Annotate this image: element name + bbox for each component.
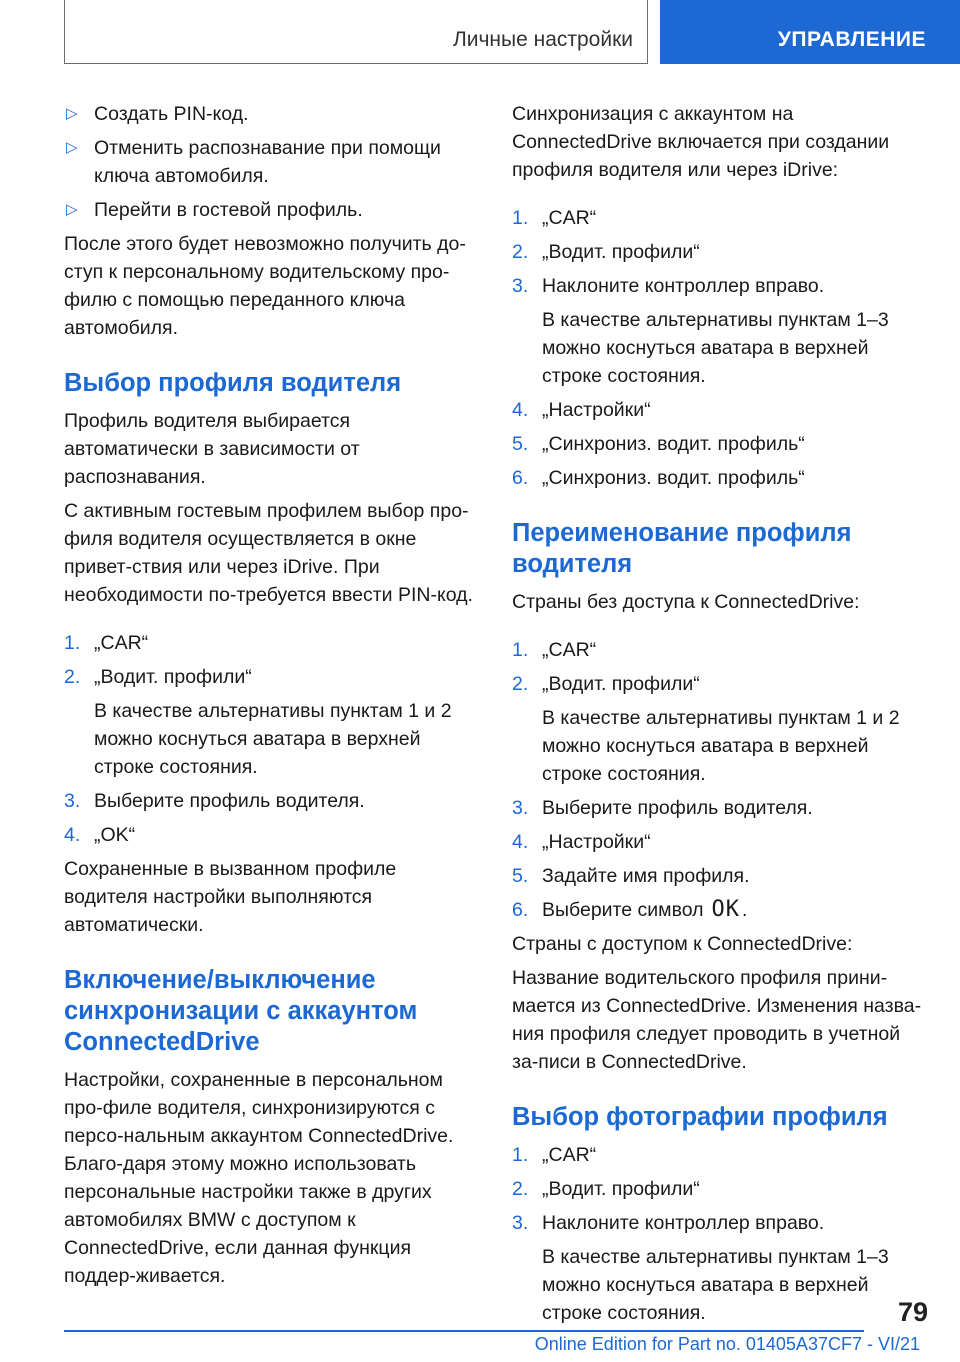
numbered-step (512, 464, 930, 492)
step-text: Наклоните контроллер вправо. (542, 275, 825, 297)
paragraph: Страны без доступа к ConnectedDrive: (512, 591, 860, 613)
numbered-step (512, 272, 930, 300)
step-number: 3. (64, 790, 81, 812)
step-text: Выберите символ (542, 899, 704, 921)
numbered-step (512, 238, 930, 266)
heading-sync-connecteddrive: Включение/выключение синхронизации с аккаунтом ConnectedDrive (64, 966, 418, 1056)
step-text: „CAR“ (94, 632, 149, 654)
bullet-item (64, 100, 482, 128)
numbered-step (64, 787, 482, 815)
step-number: 6. (512, 899, 529, 921)
heading-profile-photo: Выбор фотографии профиля (512, 1103, 888, 1131)
step-number: 4. (512, 831, 529, 853)
numbered-step (512, 896, 930, 924)
paragraph: С активным гостевым профилем выбор про-филя водителя осуществляется в окне привет-ствия или через iDrive. При необходимости по-требуется ввести PIN-код. (64, 500, 473, 606)
step-number: 3. (512, 275, 529, 297)
step-text: „Водит. профили“ (542, 1178, 700, 1200)
left-column (64, 100, 482, 1296)
right-column (512, 100, 930, 1333)
bullet-item (64, 134, 482, 190)
numbered-step (512, 670, 930, 698)
footer-divider (64, 1330, 864, 1332)
step-text-tail: . (742, 899, 748, 921)
paragraph: Профиль водителя выбирается автоматически в зависимости от распознавания. (64, 410, 360, 488)
bullet-text: Перейти в гостевой профиль. (94, 199, 363, 221)
bullet-text: Создать PIN-код. (94, 103, 249, 125)
step-text: „Синхрониз. водит. профиль“ (542, 433, 805, 455)
numbered-step (64, 821, 482, 849)
step-text: „Водит. профили“ (542, 673, 700, 695)
step-text: Выберите профиль водителя. (542, 797, 813, 819)
step-number: 2. (64, 666, 81, 688)
step-note: В качестве альтернативы пунктам 1–3 можно коснуться аватара в верхней строке состояния. (542, 1246, 889, 1324)
step-number: 1. (64, 632, 81, 654)
step-text: „Водит. профили“ (94, 666, 252, 688)
step-number: 5. (512, 865, 529, 887)
step-number: 2. (512, 241, 529, 263)
step-text: „Настройки“ (542, 399, 651, 421)
triangle-bullet-icon: ▷ (66, 139, 78, 156)
numbered-step (512, 794, 930, 822)
step-number: 3. (512, 1212, 529, 1234)
heading-driver-profile-selection: Выбор профиля водителя (64, 369, 402, 397)
step-note: В качестве альтернативы пунктам 1 и 2 можно коснуться аватара в верхней строке состояния. (542, 707, 900, 785)
step-number: 4. (64, 824, 81, 846)
step-text: „Настройки“ (542, 831, 651, 853)
page-number: 79 (897, 1297, 928, 1327)
step-number: 4. (512, 399, 529, 421)
numbered-step (64, 629, 482, 657)
step-number: 6. (512, 467, 529, 489)
step-text: Наклоните контроллер вправо. (542, 1212, 825, 1234)
step-note: В качестве альтернативы пунктам 1 и 2 можно коснуться аватара в верхней строке состояния. (94, 700, 452, 778)
triangle-bullet-icon: ▷ (66, 105, 78, 122)
paragraph: Название водительского профиля прини-мается из ConnectedDrive. Изменения назва-ния профиля следует проводить в учетной за-писи в ConnectedDrive. (512, 967, 922, 1073)
step-text: „OK“ (94, 824, 136, 846)
heading-rename-profile: Переименование профиля водителя (512, 519, 852, 578)
step-text: „CAR“ (542, 207, 597, 229)
paragraph: Настройки, сохраненные в персональном про-филе водителя, синхронизируются с персо-нальным аккаунтом ConnectedDrive. Благо-даря этому можно использовать персональные настройки также в других автомобилях BMW с доступом к ConnectedDrive, если данная функция поддер-живается. (64, 1069, 454, 1287)
paragraph: Синхронизация с аккаунтом на ConnectedDrive включается при создании профиля водителя или через iDrive: (512, 103, 890, 181)
step-number: 1. (512, 1144, 529, 1166)
numbered-step (512, 862, 930, 890)
step-text: „Водит. профили“ (542, 241, 700, 263)
step-number: 2. (512, 1178, 529, 1200)
numbered-step (512, 636, 930, 664)
section-title: Личные настройки (452, 28, 633, 51)
chapter-title: УПРАВЛЕНИЕ (777, 28, 926, 51)
paragraph: Страны с доступом к ConnectedDrive: (512, 933, 853, 955)
numbered-step (512, 1209, 930, 1237)
ok-symbol-icon: OK (711, 897, 741, 922)
step-text: Задайте имя профиля. (542, 865, 750, 887)
header-section-tab (64, 0, 648, 64)
step-text: „Синхрониз. водит. профиль“ (542, 467, 805, 489)
header-chapter-tab (660, 0, 960, 64)
step-text: Выберите профиль водителя. (94, 790, 365, 812)
step-number: 1. (512, 639, 529, 661)
bullet-item (64, 196, 482, 224)
numbered-step (64, 663, 482, 691)
step-text: „CAR“ (542, 1144, 597, 1166)
numbered-step (512, 1141, 930, 1169)
paragraph: Сохраненные в вызванном профиле водителя настройки выполняются автоматически. (64, 858, 397, 936)
numbered-step (512, 396, 930, 424)
step-number: 1. (512, 207, 529, 229)
paragraph: После этого будет невозможно получить до-ступ к персональному водительскому про-филю с помощью переданного ключа автомобиля. (64, 233, 466, 339)
footer-edition: Online Edition for Part no. 01405A37CF7 - VI/21 (534, 1334, 920, 1354)
numbered-step (512, 430, 930, 458)
step-number: 3. (512, 797, 529, 819)
numbered-step (512, 204, 930, 232)
numbered-step (512, 1175, 930, 1203)
triangle-bullet-icon: ▷ (66, 201, 78, 218)
numbered-step (512, 828, 930, 856)
step-number: 2. (512, 673, 529, 695)
step-text: „CAR“ (542, 639, 597, 661)
bullet-text: Отменить распознавание при помощи ключа автомобиля. (94, 137, 441, 187)
step-note: В качестве альтернативы пунктам 1–3 можно коснуться аватара в верхней строке состояния. (542, 309, 889, 387)
step-number: 5. (512, 433, 529, 455)
